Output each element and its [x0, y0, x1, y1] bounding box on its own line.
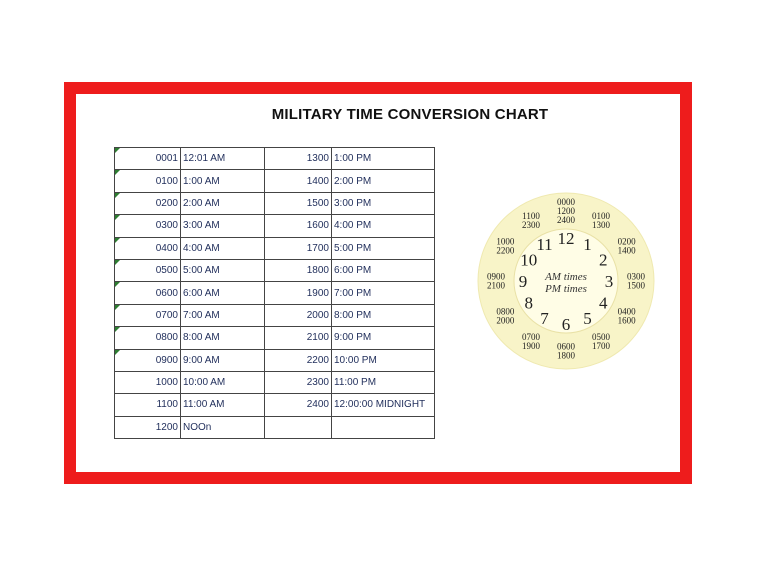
page-title: MILITARY TIME CONVERSION CHART: [271, 106, 549, 123]
cell-marker-icon: [115, 170, 120, 175]
clock-hour-numeral: 10: [520, 250, 538, 270]
cell-text: 10:00 AM: [183, 377, 226, 389]
cell-text: 12:01 AM: [183, 153, 226, 165]
clock-military-label: 0500: [592, 332, 610, 343]
standard-time-am-cell: [181, 349, 265, 371]
standard-time-am-cell: [181, 282, 265, 304]
cell-text: 9:00 PM: [334, 332, 372, 344]
table-row: [115, 349, 435, 371]
clock-military-label: 0900: [487, 271, 505, 282]
clock-military-label: 1900: [522, 341, 540, 352]
table-row: [115, 416, 435, 438]
cell-text: 2300: [306, 377, 329, 389]
military-time-pm-cell: [265, 304, 332, 326]
cell-text: 8:00 PM: [334, 309, 372, 321]
clock-center-pm-label: PM times: [545, 283, 587, 295]
cell-text: 3:00 PM: [334, 197, 372, 209]
cell-text: NOOn: [183, 421, 212, 433]
cell-marker-icon: [115, 350, 120, 355]
red-border-frame: [64, 82, 692, 484]
cell-text: 0001: [155, 153, 178, 165]
cell-text: 4:00 PM: [334, 220, 372, 232]
standard-time-pm-cell: [332, 170, 435, 192]
clock-military-label: 2300: [522, 219, 540, 230]
cell-marker-icon: [115, 305, 120, 310]
clock-military-label: 0700: [522, 332, 540, 343]
cell-text: 0100: [155, 175, 178, 187]
clock-hour-numeral: 3: [604, 272, 614, 291]
clock-military-label: 0600: [557, 341, 575, 352]
standard-time-am-cell: [181, 215, 265, 237]
clock-military-label: 0000: [557, 197, 575, 207]
cell-text: 5:00 AM: [183, 265, 220, 277]
clock-hour-numeral: 8: [524, 293, 534, 313]
standard-time-am-cell: [181, 259, 265, 281]
clock-military-label: 0200: [617, 236, 636, 247]
standard-time-am-cell: [181, 192, 265, 214]
standard-time-pm-cell: [332, 371, 435, 393]
cell-text: 3:00 AM: [183, 220, 220, 232]
cell-text: 10:00 PM: [334, 354, 377, 366]
table-row: [115, 327, 435, 349]
standard-time-pm-cell: [332, 148, 435, 170]
standard-time-pm-cell: [332, 416, 435, 438]
military-time-am-cell: [115, 170, 181, 192]
cell-text: 0500: [155, 265, 178, 277]
cell-text: 2100: [306, 332, 329, 344]
military-time-pm-cell: [265, 282, 332, 304]
cell-text: 1:00 PM: [334, 153, 372, 165]
clock-military-label: 2200: [496, 245, 515, 256]
table-row: [115, 259, 435, 281]
cell-text: 2:00 PM: [334, 175, 372, 187]
clock-hour-numeral: 4: [598, 293, 608, 313]
standard-time-am-cell: [181, 327, 265, 349]
military-time-pm-cell: [265, 170, 332, 192]
cell-marker-icon: [115, 327, 120, 332]
cell-text: 1800: [306, 265, 329, 277]
table-row: [115, 148, 435, 170]
military-time-am-cell: [115, 371, 181, 393]
military-time-am-cell: [115, 394, 181, 416]
standard-time-pm-cell: [332, 394, 435, 416]
cell-text: 1:00 AM: [183, 175, 220, 187]
cell-marker-icon: [115, 193, 120, 198]
cell-text: 1400: [306, 175, 329, 187]
standard-time-am-cell: [181, 237, 265, 259]
cell-text: 1900: [306, 287, 329, 299]
cell-text: 4:00 AM: [183, 242, 220, 254]
clock-military-label: 1400: [617, 245, 636, 256]
standard-time-am-cell: [181, 148, 265, 170]
military-time-am-cell: [115, 304, 181, 326]
cell-text: 0700: [155, 309, 178, 321]
military-time-pm-cell: [265, 237, 332, 259]
clock-military-label: 0300: [627, 271, 645, 282]
cell-text: 6:00 PM: [334, 265, 372, 277]
military-time-pm-cell: [265, 327, 332, 349]
clock-military-label: 2400: [557, 215, 575, 225]
clock-military-label: 0400: [617, 306, 636, 317]
cell-text: 2000: [306, 309, 329, 321]
cell-marker-icon: [115, 148, 120, 153]
cell-text: 2200: [306, 354, 329, 366]
military-time-am-cell: [115, 327, 181, 349]
cell-text: 0900: [155, 354, 178, 366]
standard-time-am-cell: [181, 304, 265, 326]
clock-hour-numeral: 5: [583, 309, 592, 329]
cell-text: 1500: [306, 197, 329, 209]
chart-sheet: [76, 94, 680, 472]
cell-text: 1000: [155, 377, 178, 389]
cell-text: 1700: [306, 242, 329, 254]
standard-time-pm-cell: [332, 304, 435, 326]
clock-hour-numeral: 12: [557, 229, 575, 248]
clock-military-label: 1000: [496, 236, 515, 247]
standard-time-pm-cell: [332, 215, 435, 237]
table-row: [115, 215, 435, 237]
clock-military-label: 1800: [557, 350, 575, 361]
clock-hour-numeral: 1: [583, 234, 592, 254]
cell-text: 1600: [306, 220, 329, 232]
military-time-am-cell: [115, 148, 181, 170]
cell-text: 7:00 PM: [334, 287, 372, 299]
standard-time-pm-cell: [332, 282, 435, 304]
military-time-pm-cell: [265, 371, 332, 393]
clock-hour-numeral: 7: [540, 309, 549, 329]
clock-military-label: 1600: [617, 315, 636, 326]
clock-military-label: 0100: [592, 210, 610, 221]
military-time-am-cell: [115, 237, 181, 259]
cell-text: 7:00 AM: [183, 309, 220, 321]
cell-text: 2:00 AM: [183, 197, 220, 209]
cell-text: 0800: [155, 332, 178, 344]
clock-hour-numeral: 9: [518, 272, 528, 291]
military-time-pm-cell: [265, 394, 332, 416]
standard-time-pm-cell: [332, 192, 435, 214]
cell-text: 0200: [155, 197, 178, 209]
cell-text: 1100: [156, 399, 178, 411]
cell-text: 2400: [306, 399, 329, 411]
clock-military-label: 1100: [522, 210, 540, 221]
military-time-am-cell: [115, 349, 181, 371]
clock-military-label: 1200: [557, 206, 575, 216]
cell-text: 0600: [155, 287, 178, 299]
table-row: [115, 237, 435, 259]
cell-text: 11:00 PM: [334, 377, 377, 389]
cell-marker-icon: [115, 238, 120, 243]
cell-text: 1300: [306, 153, 329, 165]
cell-text: 1200: [155, 421, 178, 433]
clock-hour-numeral: 6: [561, 315, 571, 334]
conversion-table: [114, 147, 435, 439]
clock-military-label: 2100: [487, 280, 505, 291]
table-row: [115, 282, 435, 304]
military-time-am-cell: [115, 259, 181, 281]
standard-time-am-cell: [181, 371, 265, 393]
clock-military-label: 1700: [592, 341, 610, 352]
table-row: [115, 170, 435, 192]
table-row: [115, 192, 435, 214]
standard-time-am-cell: [181, 416, 265, 438]
cell-marker-icon: [115, 215, 120, 220]
clock-military-label: 1300: [592, 219, 610, 230]
table-row: [115, 371, 435, 393]
clock-hour-numeral: 2: [598, 250, 608, 270]
standard-time-pm-cell: [332, 259, 435, 281]
military-time-pm-cell: [265, 259, 332, 281]
standard-time-pm-cell: [332, 237, 435, 259]
cell-text: 0300: [155, 220, 178, 232]
cell-text: 9:00 AM: [183, 354, 220, 366]
standard-time-pm-cell: [332, 327, 435, 349]
cell-marker-icon: [115, 260, 120, 265]
military-time-pm-cell: [265, 416, 332, 438]
military-time-am-cell: [115, 282, 181, 304]
cell-text: 5:00 PM: [334, 242, 372, 254]
military-time-pm-cell: [265, 349, 332, 371]
standard-time-pm-cell: [332, 349, 435, 371]
cell-text: 11:00 AM: [183, 399, 225, 411]
military-time-am-cell: [115, 416, 181, 438]
table-row: [115, 304, 435, 326]
table-row: [115, 394, 435, 416]
military-time-am-cell: [115, 215, 181, 237]
standard-time-am-cell: [181, 394, 265, 416]
standard-time-am-cell: [181, 170, 265, 192]
cell-text: 0400: [155, 242, 178, 254]
cell-text: 6:00 AM: [183, 287, 220, 299]
cell-text: 8:00 AM: [183, 332, 220, 344]
military-time-pm-cell: [265, 192, 332, 214]
military-time-pm-cell: [265, 148, 332, 170]
clock-center-am-label: AM times: [545, 271, 587, 283]
clock-military-label: 0800: [496, 306, 515, 317]
clock-diagram: [471, 186, 661, 376]
cell-marker-icon: [115, 282, 120, 287]
clock-hour-numeral: 11: [536, 234, 553, 254]
military-time-pm-cell: [265, 215, 332, 237]
cell-text: 12:00:00 MIDNIGHT: [334, 399, 426, 411]
clock-military-label: 1500: [627, 280, 645, 291]
military-time-am-cell: [115, 192, 181, 214]
clock-military-label: 2000: [496, 315, 515, 326]
